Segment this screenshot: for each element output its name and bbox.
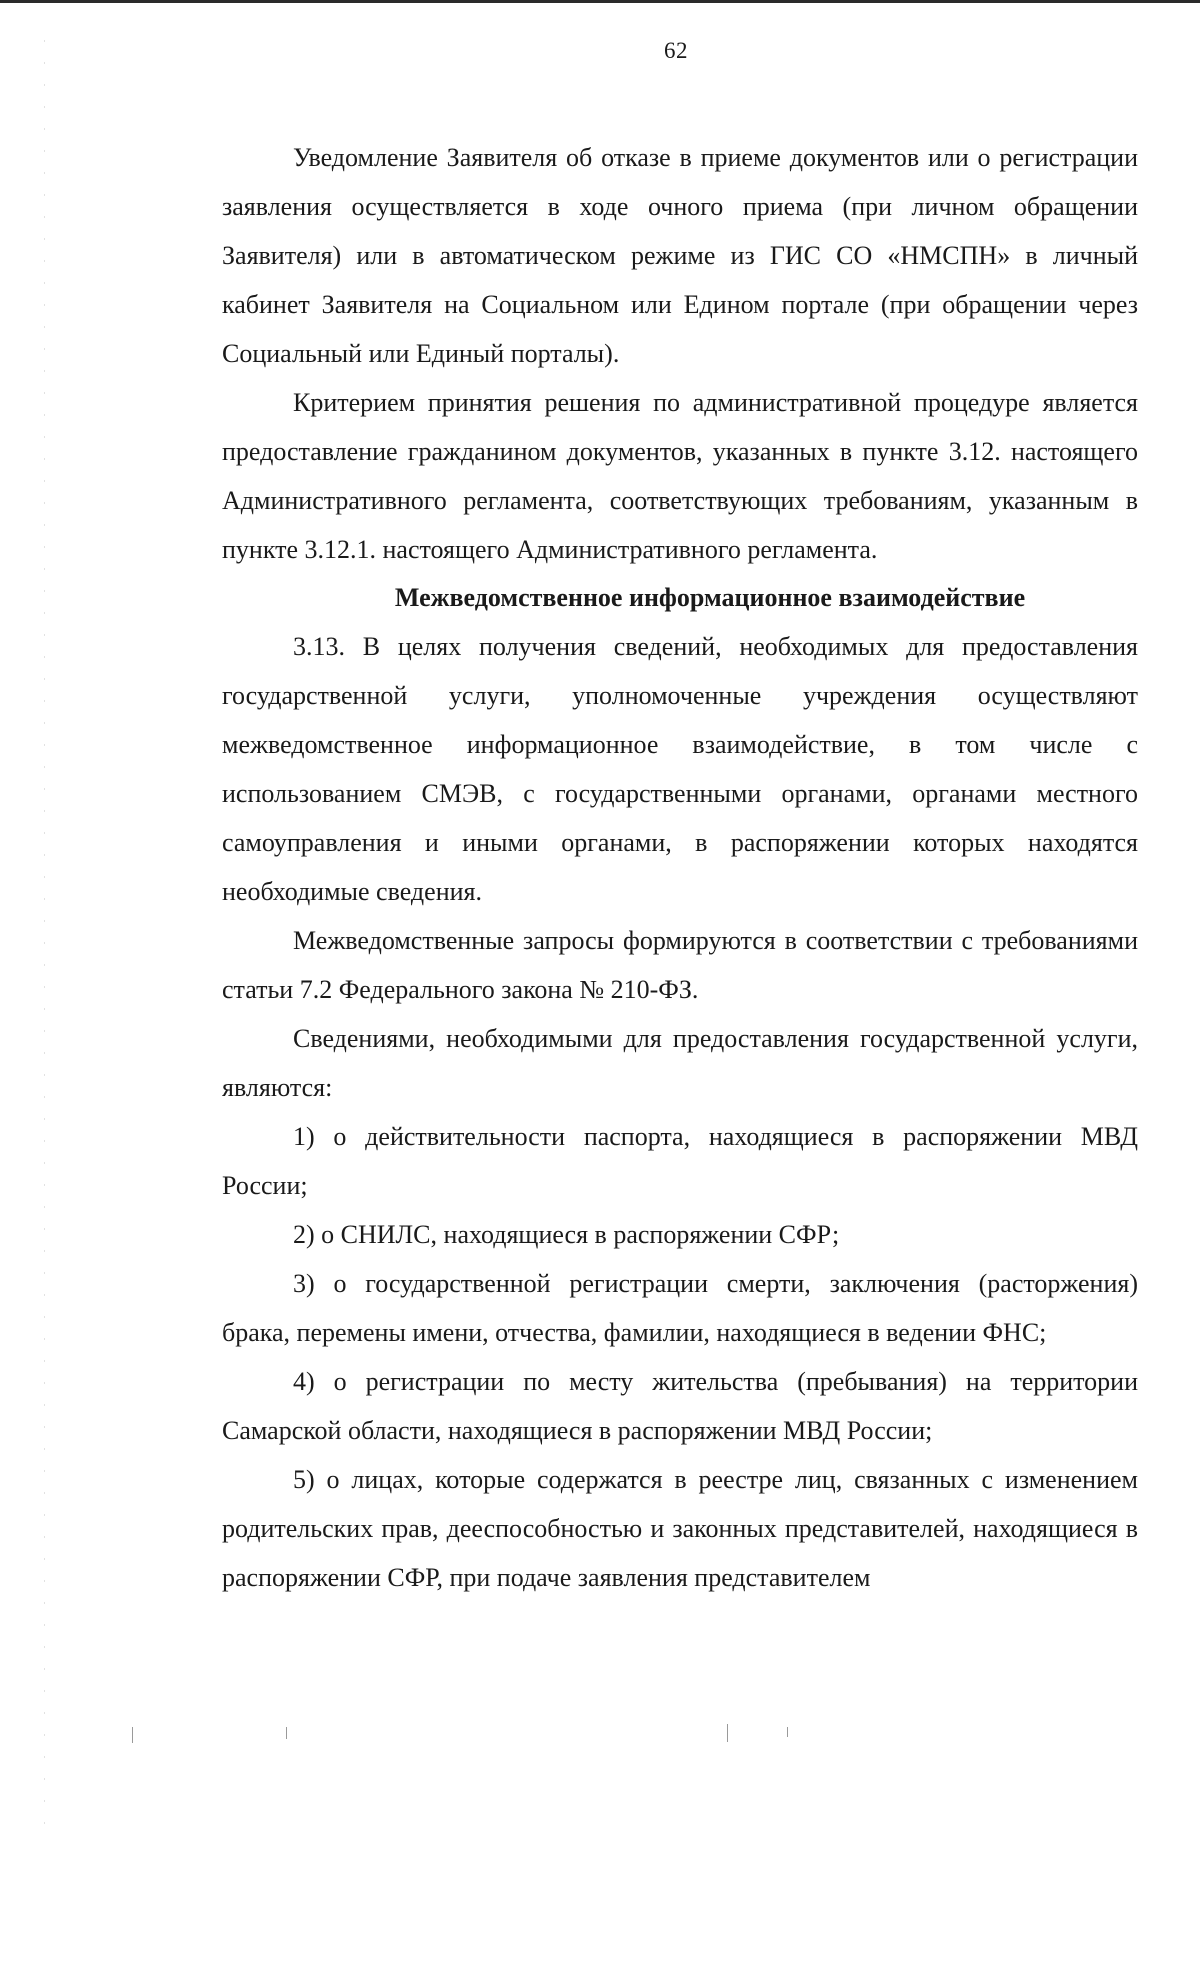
- scan-mark: [787, 1727, 788, 1737]
- paragraph-interagency-requests: Межведомственные запросы формируются в соответствии с требованиями статьи 7.2 Федерального закона № 210-ФЗ.: [222, 926, 1138, 1004]
- paragraph-3-13: 3.13. В целях получения сведений, необходимых для предоставления государственной услуги, уполномоченные учреждения осуществляют межведомственное информационное взаимодействие, в том числе с использованием СМЭВ, с государственными органами, органами местного самоуправления и иными органами, в распоряжении которых находятся необходимые сведения.: [222, 632, 1138, 906]
- document-body: [222, 133, 1138, 1602]
- section-heading: Межведомственное информационное взаимодействие: [394, 583, 1026, 612]
- list-item: 1) о действительности паспорта, находящиеся в распоряжении МВД России;: [222, 1122, 1138, 1200]
- scan-mark: [286, 1727, 287, 1739]
- scan-edge-artifact: [44, 40, 45, 1840]
- paragraph-decision-criterion: Критерием принятия решения по административной процедуре является предоставление гражданином документов, указанных в пункте 3.12. настоящего Административного регламента, соответствующих требованиям, указанным в пункте 3.12.1. настоящего Административного регламента.: [222, 388, 1138, 564]
- scan-mark: [132, 1727, 133, 1743]
- list-item: 2) о СНИЛС, находящиеся в распоряжении СФР;: [293, 1220, 840, 1249]
- list-item: 5) о лицах, которые содержатся в реестре лиц, связанных с изменением родительских прав, дееспособностью и законных представителей, находящиеся в распоряжении СФР, при подаче заявления представителем: [222, 1465, 1138, 1592]
- scan-mark: [727, 1724, 728, 1742]
- paragraph-required-info: Сведениями, необходимыми для предоставления государственной услуги, являются:: [222, 1024, 1138, 1102]
- list-item: 3) о государственной регистрации смерти, заключения (расторжения) брака, перемены имени, отчества, фамилии, находящиеся в ведении ФНС;: [222, 1269, 1138, 1347]
- top-border-line: [0, 0, 1200, 3]
- page-number: 62: [664, 38, 688, 63]
- paragraph-notification: Уведомление Заявителя об отказе в приеме документов или о регистрации заявления осуществляется в ходе очного приема (при личном обращении Заявителя) или в автоматическом режиме из ГИС СО «НМСПН» в личный кабинет Заявителя на Социальном или Едином портале (при обращении через Социальный или Единый порталы).: [222, 143, 1138, 368]
- list-item: 4) о регистрации по месту жительства (пребывания) на территории Самарской области, находящиеся в распоряжении МВД России;: [222, 1367, 1138, 1445]
